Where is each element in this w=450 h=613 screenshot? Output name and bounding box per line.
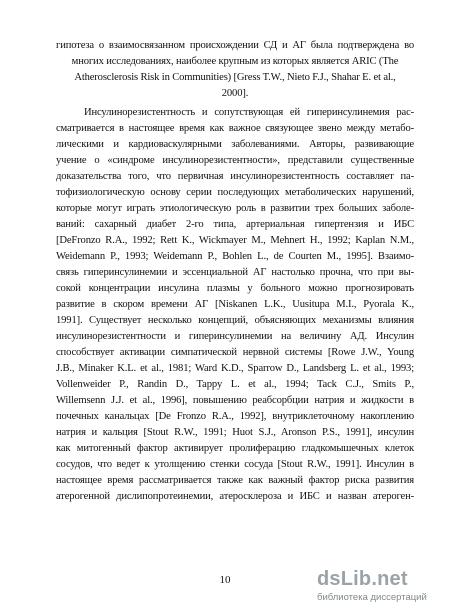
text-line: атерогенной дислипопротеинемии, атеросклероза и ИБС и назван атероген- [56, 491, 414, 502]
text-line: настоящее время рассматривается также как важный фактор риска развития [56, 475, 414, 486]
text-line: инсулинорезистентности и гиперинсулинемии на величину АД. Инсулин [56, 331, 414, 342]
text-line: сосудов, что ведет к утолщению стенки сосуда [Stout R.W., 1991]. Инсулин в [56, 459, 414, 470]
text-line: Vollenweider P., Randin D., Tappy L. et al., 1994; Tack C.J., Smits P., [56, 379, 414, 390]
text-line: Weidemann P., 1993; Weidemann P., Bohlen L., de Courten M., 1995]. Взаимо- [56, 251, 414, 262]
text-line: учение о «синдроме инсулинорезистентности», представили существенные [56, 155, 414, 166]
text-line: сматривается в настоящее время как важное связующее звено между метабо- [56, 123, 414, 134]
text-line: почечных канальцах [De Fronzo R.A., 1992], внутриклеточному накоплению [56, 411, 414, 422]
text-line: гипотеза о взаимосвязанном происхождении СД и АГ была подтверждена во [56, 40, 414, 51]
text-line: доказательства того, что первичная инсулинорезистентность составляет па- [56, 171, 414, 182]
watermark-logo-text: dsLib.net [317, 568, 408, 590]
text-line: [DeFronzo R.A., 1992; Rett K., Wickmayer M., Mehnert H., 1992; Kaplan N.M., [56, 235, 414, 246]
watermark-subtitle: библиотека диссертаций [317, 592, 427, 603]
text-line: Atherosclerosis Risk in Communities) [Gress T.W., Nieto F.J., Shahar E. et al., [74, 72, 396, 83]
text-line: натрия и кальция [Stout R.W., 1991; Huot S.J., Aronson P.S., 1991], инсулин [56, 427, 414, 438]
text-line: Willemsenn J.J. et al., 1996], повышению реабсорбции натрия и жидкости в [56, 395, 414, 406]
watermark-logo [317, 568, 408, 591]
watermark [317, 568, 442, 608]
text-line: которые могут играть этиологическую роль в развитии трех больших заболе- [56, 203, 414, 214]
text-line: многих исследованиях, наиболее крупным из которых является ARIC (The [71, 56, 399, 67]
text-line: развитие в скором времени АГ [Niskanen L.K., Uusitupa M.I., Pyorala K., [56, 299, 414, 310]
text-line: Инсулинорезистентность и сопутствующая ей гиперинсулинемия рас- [84, 107, 414, 118]
text-line: 2000]. [221, 88, 249, 99]
text-line: тофизиологическую основу серии последующих метаболических нарушений, [56, 187, 414, 198]
text-line: связь гиперинсулинемии и эссенциальной АГ настолько прочна, что при вы- [56, 267, 414, 278]
text-line: J.B., Minaker K.L. et al., 1981; Ward K.D., Sparrow D., Landsberg L. et al., 1993; [56, 363, 414, 374]
text-line: способствует активации симпатической нервной системы [Rowe J.W., Young [56, 347, 414, 358]
page-number: 10 [219, 574, 231, 586]
text-line: ваний: сахарный диабет 2-го типа, артериальная гипертензия и ИБС [56, 219, 414, 230]
paragraph-1 [56, 38, 414, 102]
paragraph-2 [56, 105, 414, 505]
text-line: лическими и кардиоваскулярными заболеваниями. Авторы, развивающие [56, 139, 414, 150]
text-line: как митогенный фактор активирует пролиферацию гладкомышечных клеток [56, 443, 414, 454]
text-line: сокой концентрации инсулина плазмы у больного можно прогнозировать [56, 283, 414, 294]
text-line: 1991]. Существует несколько концепций, объясняющих механизмы влияния [56, 315, 414, 326]
